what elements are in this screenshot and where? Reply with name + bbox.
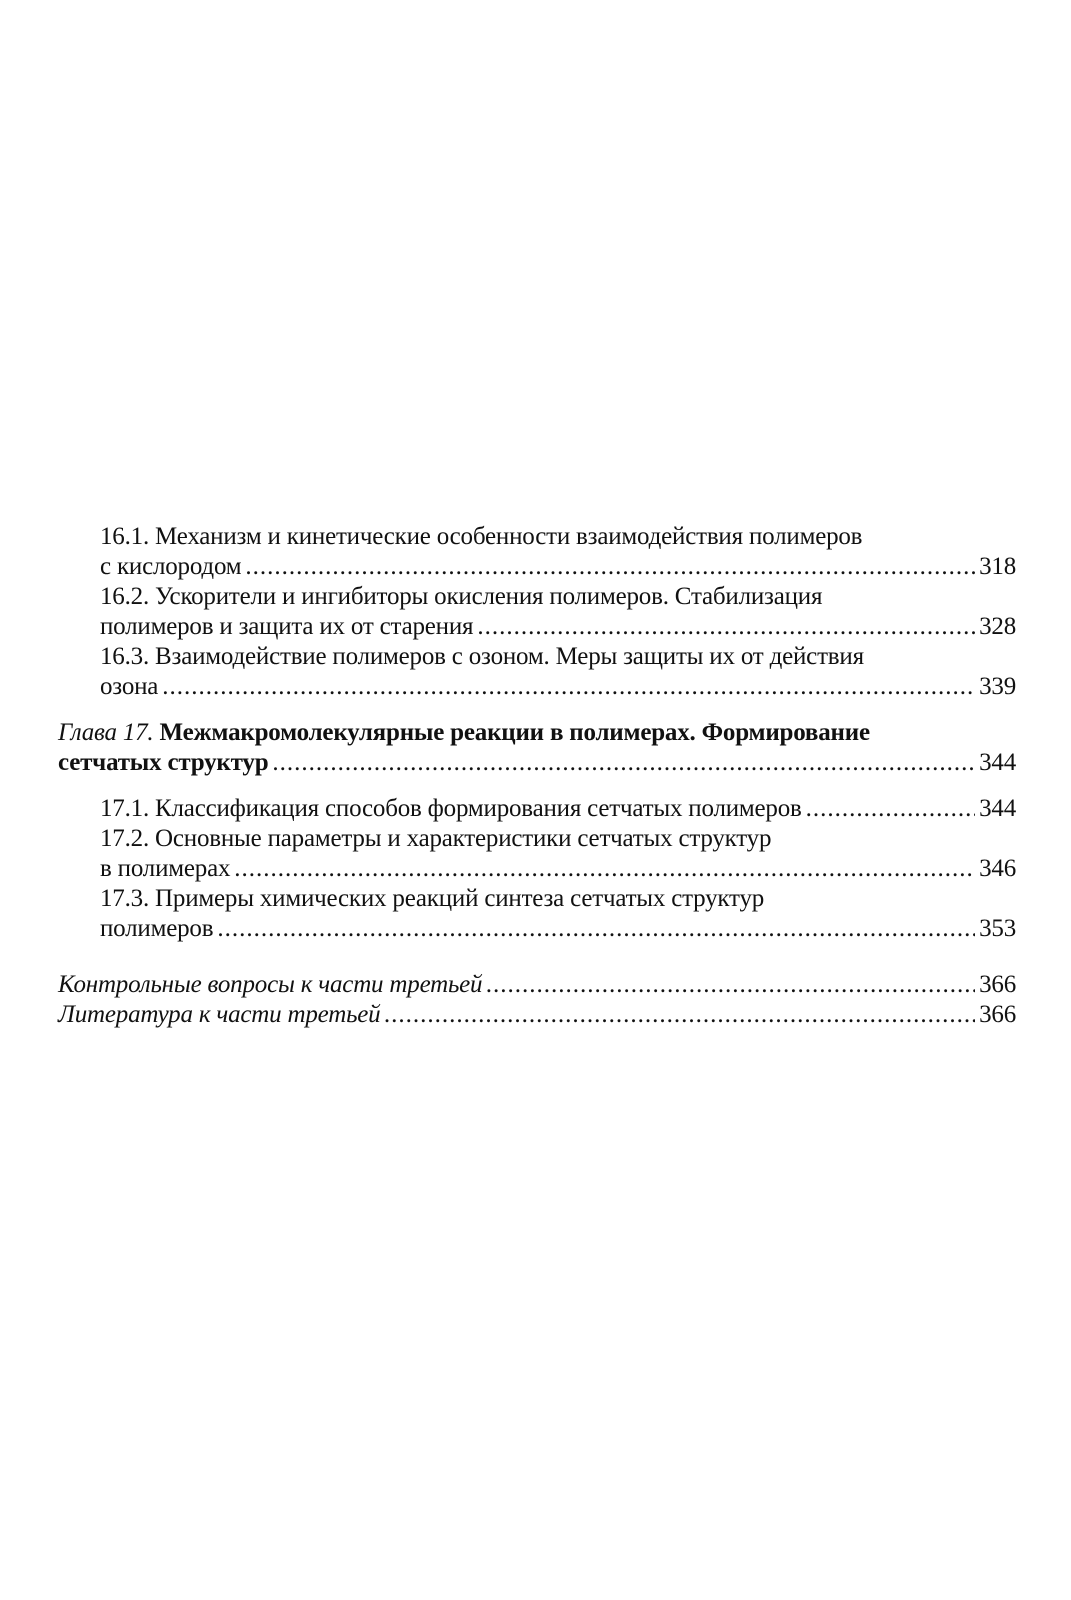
dot-leader [217, 914, 975, 944]
page-number: 339 [979, 673, 1016, 700]
toc-control-questions[interactable] [58, 970, 1016, 1000]
toc-entry-text: 17.3. Примеры химических реакций синтеза сетчатых структур [100, 885, 765, 912]
page-number: 344 [979, 749, 1016, 776]
dot-leader [234, 854, 975, 884]
toc-entry-text: 16.3. Взаимодействие полимеров с озоном. Меры защиты их от действия [100, 643, 864, 670]
toc-entry-text: Литература к части третьей [58, 1001, 381, 1028]
chapter-label: Глава 17. [58, 719, 154, 746]
dot-leader [486, 970, 975, 1000]
toc-entry-text: Контрольные вопросы к части третьей [58, 971, 483, 998]
dot-leader [384, 1000, 975, 1030]
toc-entry-text: 16.1. Механизм и кинетические особенности взаимодействия полимеров [100, 523, 863, 550]
dot-leader [477, 612, 975, 642]
page-number: 344 [979, 795, 1016, 822]
toc-entry-16-3[interactable] [58, 642, 1016, 702]
dot-leader [162, 672, 975, 702]
chapter-title: Межмакромолекулярные реакции в полимерах. Формирование [159, 719, 870, 746]
dot-leader [806, 794, 975, 824]
page-number: 353 [979, 915, 1016, 942]
toc-entry-16-1[interactable] [58, 522, 1016, 582]
table-of-contents [58, 522, 1016, 1030]
toc-entry-16-2[interactable] [58, 582, 1016, 642]
toc-entry-text: с кислородом [100, 553, 242, 580]
page-number: 318 [979, 553, 1016, 580]
toc-entry-text: в полимерах [100, 855, 231, 882]
dot-leader [272, 748, 975, 778]
page-number: 328 [979, 613, 1016, 640]
chapter-title: сетчатых структур [58, 749, 269, 776]
toc-entry-text: 16.2. Ускорители и ингибиторы окисления полимеров. Стабилизация [100, 583, 823, 610]
page-number: 366 [979, 971, 1016, 998]
toc-entry-17-2[interactable] [58, 824, 1016, 884]
toc-entry-text: 17.2. Основные параметры и характеристики сетчатых структур [100, 825, 772, 852]
page-number: 366 [979, 1001, 1016, 1028]
toc-entry-17-1[interactable] [58, 794, 1016, 824]
toc-entry-text: озона [100, 673, 159, 700]
toc-entry-text: полимеров [100, 915, 214, 942]
toc-literature[interactable] [58, 1000, 1016, 1030]
toc-chapter-17[interactable] [58, 718, 1016, 778]
toc-entry-17-3[interactable] [58, 884, 1016, 944]
toc-entry-text: 17.1. Классификация способов формирования сетчатых полимеров [100, 795, 802, 822]
dot-leader [245, 552, 975, 582]
page-number: 346 [979, 855, 1016, 882]
toc-entry-text: полимеров и защита их от старения [100, 613, 474, 640]
